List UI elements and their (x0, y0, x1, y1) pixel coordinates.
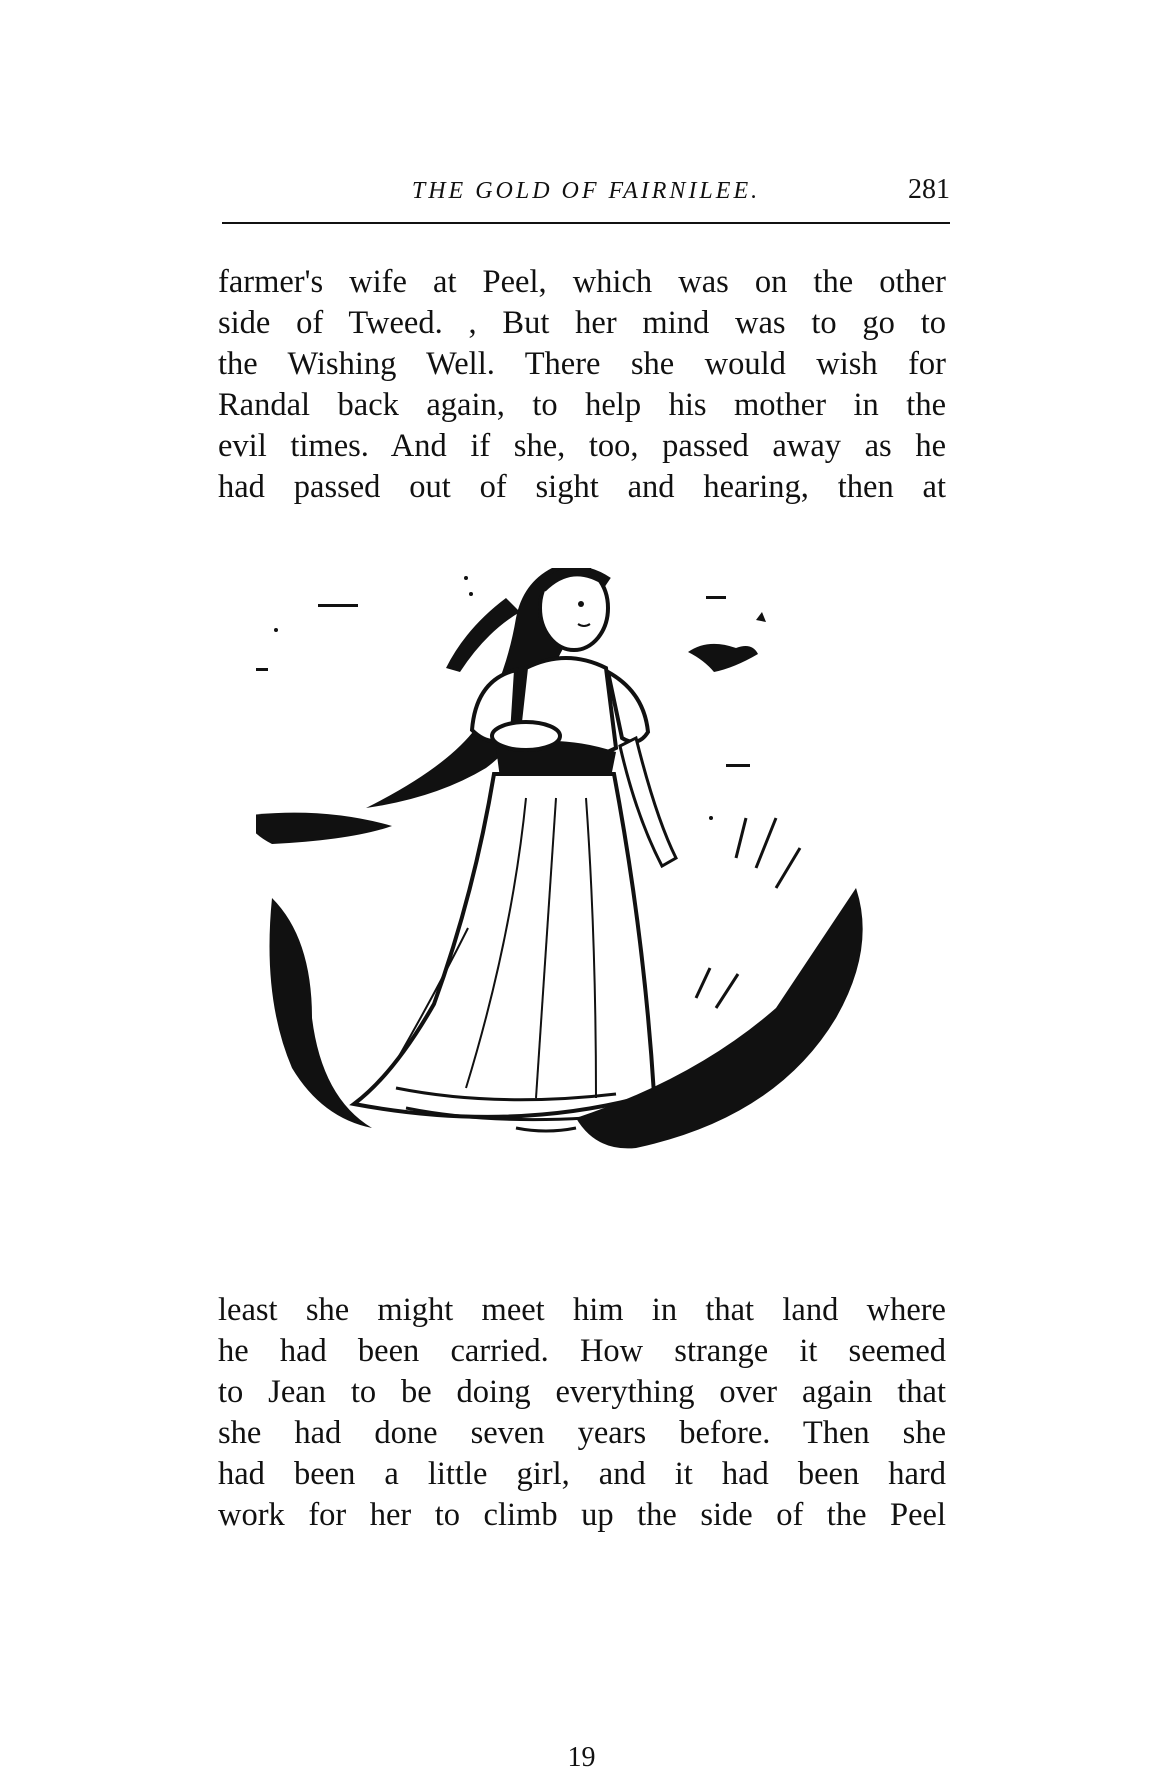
girl-skirt (354, 774, 654, 1117)
text-line: he had been carried. How strange it seemed (218, 1333, 946, 1369)
text-line: the Wishing Well. There she would wish for (218, 346, 946, 382)
text-line: farmer's wife at Peel, which was on the other (218, 264, 946, 300)
pool-shadow (256, 813, 392, 844)
paragraph-bottom (218, 1290, 946, 1536)
bank-left (270, 898, 373, 1128)
running-title: THE GOLD OF FAIRNILEE. (411, 178, 761, 204)
running-head (222, 170, 950, 214)
text-line: to Jean to be doing everything over again that (218, 1374, 946, 1410)
text-line: evil times. And if she, too, passed away as he (218, 428, 946, 464)
illustration-girl-walking (256, 568, 916, 1278)
text-line: side of Tweed. , But her mind was to go to (218, 305, 946, 341)
text-line: she had done seven years before. Then she (218, 1415, 946, 1451)
text-line: work for her to climb up the side of the Peel (218, 1497, 946, 1533)
paragraph-top (218, 262, 946, 508)
text-line: least she might meet him in that land where (218, 1292, 946, 1328)
header-rule (222, 222, 950, 224)
text-line: had passed out of sight and hearing, then at (218, 469, 946, 505)
text-line: had been a little girl, and it had been hard (218, 1456, 946, 1492)
page-number: 281 (908, 174, 950, 205)
signature-mark: 19 (567, 1742, 596, 1773)
text-line: Randal back again, to help his mother in the (218, 387, 946, 423)
girl-walking-icon (256, 568, 916, 1278)
